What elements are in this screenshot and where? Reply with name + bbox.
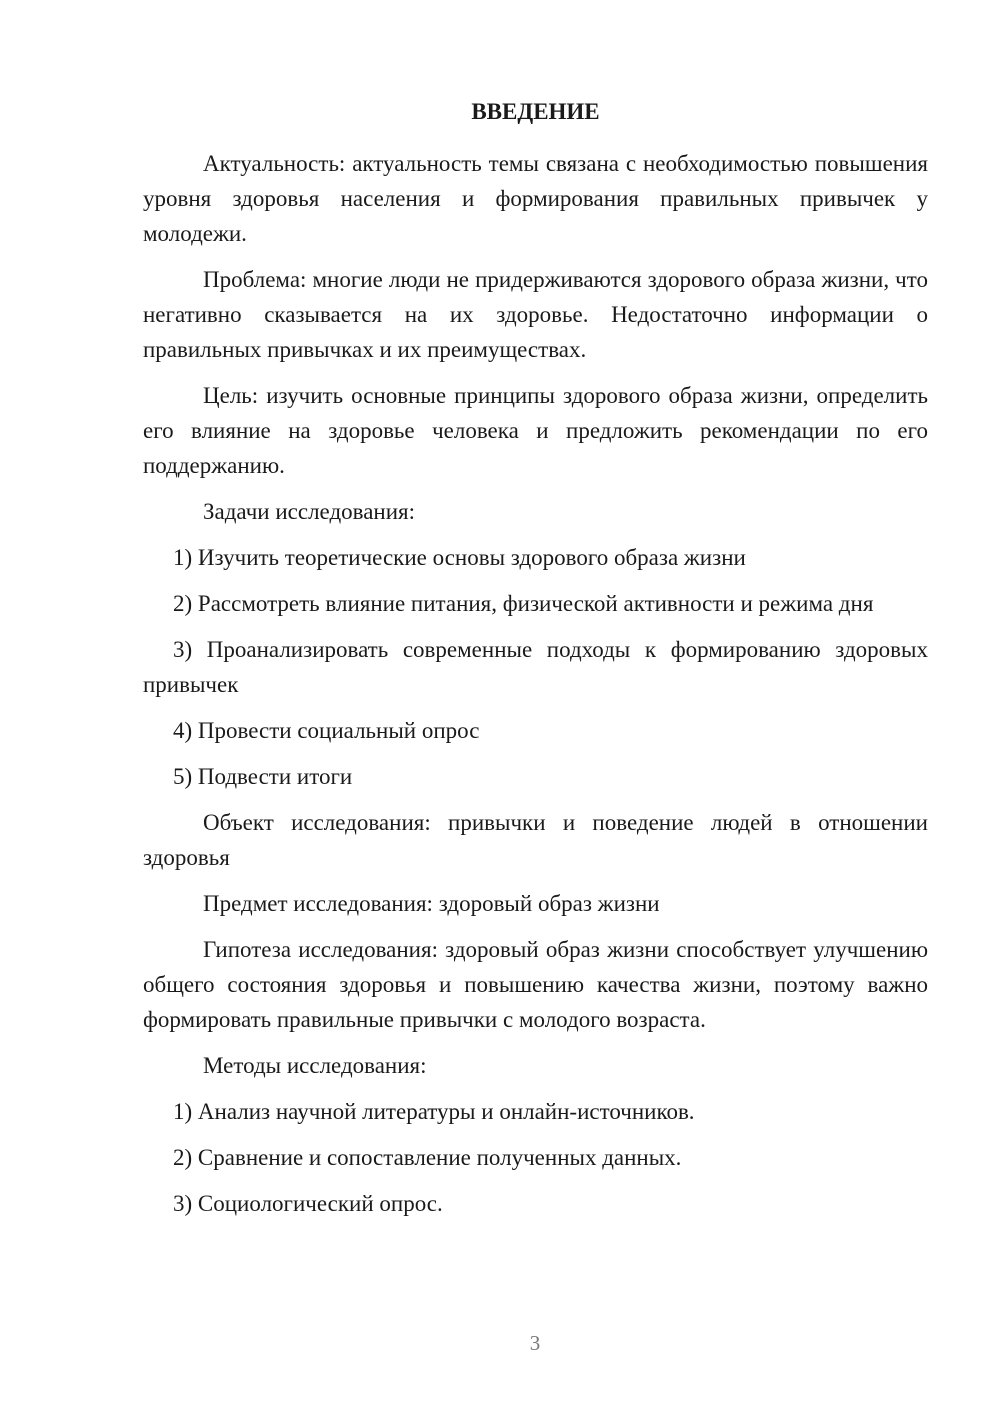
tasks-heading: Задачи исследования: (203, 499, 416, 524)
object-paragraph: Объект исследования: привычки и поведение людей в отношении здоровья (143, 810, 928, 870)
task-item: 1) Изучить теоретические основы здорового образа жизни (173, 545, 746, 570)
document-body (143, 94, 928, 1232)
method-item: 2) Сравнение и сопоставление полученных данных. (173, 1145, 682, 1170)
hypothesis-paragraph: Гипотеза исследования: здоровый образ жизни способствует улучшению общего состояния здоровья и повышению качества жизни, поэтому важно формировать правильные привычки с молодого возраста. (143, 937, 928, 1032)
task-item: 3) Проанализировать современные подходы к формированию здоровых привычек (143, 637, 928, 697)
methods-list (143, 1094, 928, 1221)
actuality-paragraph: Актуальность: актуальность темы связана с необходимостью повышения уровня здоровья населения и формирования правильных привычек у молодежи. (143, 151, 928, 246)
task-item: 5) Подвести итоги (173, 764, 353, 789)
methods-heading: Методы исследования: (203, 1053, 427, 1078)
method-item: 3) Социологический опрос. (173, 1191, 443, 1216)
tasks-list (143, 540, 928, 794)
goal-paragraph: Цель: изучить основные принципы здорового образа жизни, определить его влияние на здоровье человека и предложить рекомендации по его поддержанию. (143, 383, 928, 478)
method-item: 1) Анализ научной литературы и онлайн-источников. (173, 1099, 695, 1124)
task-item: 2) Рассмотреть влияние питания, физической активности и режима дня (173, 591, 874, 616)
subject-paragraph: Предмет исследования: здоровый образ жизни (203, 891, 660, 916)
task-item: 4) Провести социальный опрос (173, 718, 480, 743)
page-number: 3 (529, 1331, 541, 1355)
section-title: ВВЕДЕНИЕ (471, 99, 600, 124)
problem-paragraph: Проблема: многие люди не придерживаются здорового образа жизни, что негативно сказывается на их здоровье. Недостаточно информации о правильных привычках и их преимуществах. (143, 267, 928, 362)
